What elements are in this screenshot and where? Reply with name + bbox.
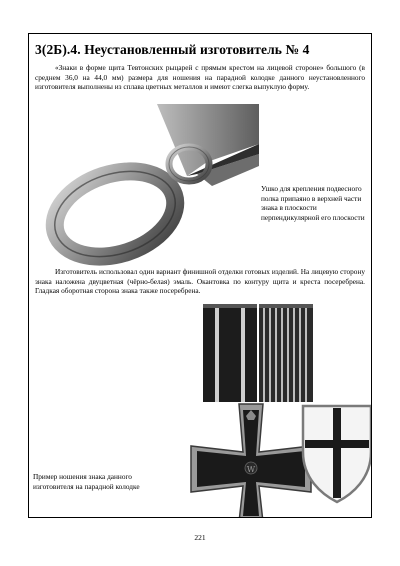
page-number: 221 (194, 533, 206, 542)
ring-photo (37, 104, 259, 266)
page-frame (28, 33, 372, 518)
medal-bar-photo (159, 302, 372, 518)
bar-caption: Пример ношения знака данного изготовителя на парадной колодке (33, 472, 140, 491)
ring-caption: Ушко для крепления подвесного полка припаяно в верхней части знака в плоскости перпендикулярной его плоскости (261, 184, 365, 222)
svg-text:W: W (246, 465, 256, 474)
section-title: 3(2Б).4. Неустановленный изготовитель № 4 (35, 42, 310, 57)
finish-paragraph: Изготовитель использовал один вариант финишной отделки готовых изделий. На лицевую сторону знака наложена двуцветная (чёрно-белая) эмаль. Окантовка по контуру щита и креста посеребрена. Гладкая оборотная сторона знака также посеребрена. (35, 267, 365, 296)
intro-paragraph: «Знаки в форме щита Тевтонских рыцарей с прямым крестом на лицевой стороне» большого (в среднем 36,0 на 44,0 мм) размера для ношения на парадной колодке данного неустановленного изготовителя выполнены из сплава цветных металлов и имеют слегка выпуклую форму. (35, 63, 365, 92)
